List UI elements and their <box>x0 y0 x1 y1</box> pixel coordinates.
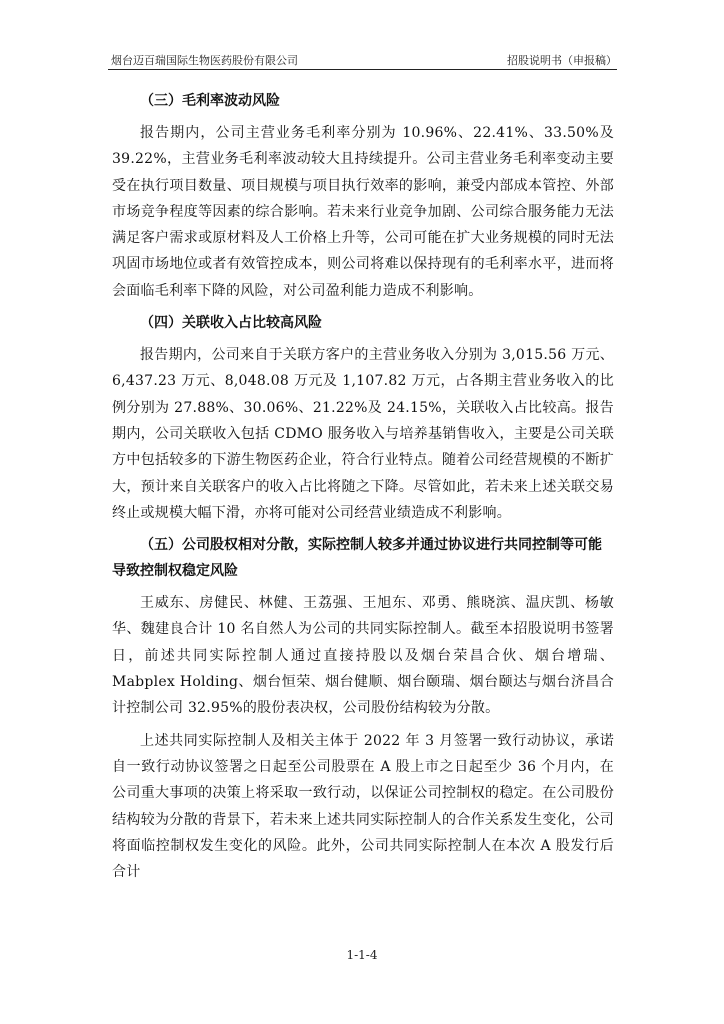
header-document-type: 招股说明书（申报稿） <box>507 54 617 67</box>
paragraph-gross-margin: 报告期内，公司主营业务毛利率分别为 10.96%、22.41%、33.50%及 39.22%，主营业务毛利率波动较大且持续提升。公司主营业务毛利率变动主要受在执行项目数量、项目规模与项目执行效率的影响，兼受内部成本管控、外部市场竞争程度等因素的综合影响。若未来行业竞争加剧、公司综合服务能力无法满足客户需求或原材料及人工价格上升等，公司可能在扩大业务规模的同时无法巩固市场地位或者有效管控成本，则公司将难以保持现有的毛利率水平，进而将会面临毛利率下降的风险，对公司盈利能力造成不利影响。 <box>112 125 614 299</box>
section-heading-related-revenue-risk: （四）关联收入占比较高风险 <box>140 315 322 332</box>
paragraph-related-revenue: 报告期内，公司来自于关联方客户的主营业务收入分别为 3,015.56 万元、6,437.23 万元、8,048.08 万元及 1,107.82 万元，占各期主营业务收入的比例分别为 27.88%、30.06%、21.22%及 24.15%，关联收入占比较高。报告期内，公司关联收入包括 CDMO 服务收入与培养基销售收入，主要是公司关联方中包括较多的下游生物医药企业，符合行业特点。随着公司经营规模的不断扩大，预计来自关联客户的收入占比将随之下降。尽管如此，若未来上述关联交易终止或规模大幅下滑，亦将可能对公司经营业绩造成不利影响。 <box>112 347 614 521</box>
page-header <box>108 50 617 68</box>
paragraph-controllers: 王威东、房健民、林健、王荔强、王旭东、邓勇、熊晓滨、温庆凯、杨敏华、魏建良合计 10 名自然人为公司的共同实际控制人。截至本招股说明书签署日，前述共同实际控制人通过直接持股以及烟台荣昌合伙、烟台增瑞、Mabplex Holding、烟台恒荣、烟台健顺、烟台颐瑞、烟台颐达与烟台济昌合计控制公司 32.95%的股份表决权，公司股份结构较为分散。 <box>112 595 614 717</box>
paragraph-concert-agreement: 上述共同实际控制人及相关主体于 2022 年 3 月签署一致行动协议，承诺自一致行动协议签署之日起至公司股票在 A 股上市之日起至少 36 个月内，在公司重大事项的决策上将采取一致行动，以保证公司控制权的稳定。在公司股份结构较为分散的背景下，若未来上述共同实际控制人的合作关系发生变化，公司将面临控制权发生变化的风险。此外，公司共同实际控制人在本次 A 股发行后合计 <box>112 732 614 881</box>
section-heading-control-stability-risk: （五）公司股权相对分散，实际控制人较多并通过协议进行共同控制等可能导致控制权稳定风险 <box>112 537 602 580</box>
header-company-name: 烟台迈百瑞国际生物医药股份有限公司 <box>111 54 298 67</box>
page-body <box>112 88 614 891</box>
page-number: 1-1-4 <box>346 948 378 962</box>
header-divider <box>108 69 617 70</box>
section-heading-gross-margin-risk: （三）毛利率波动风险 <box>140 93 280 109</box>
